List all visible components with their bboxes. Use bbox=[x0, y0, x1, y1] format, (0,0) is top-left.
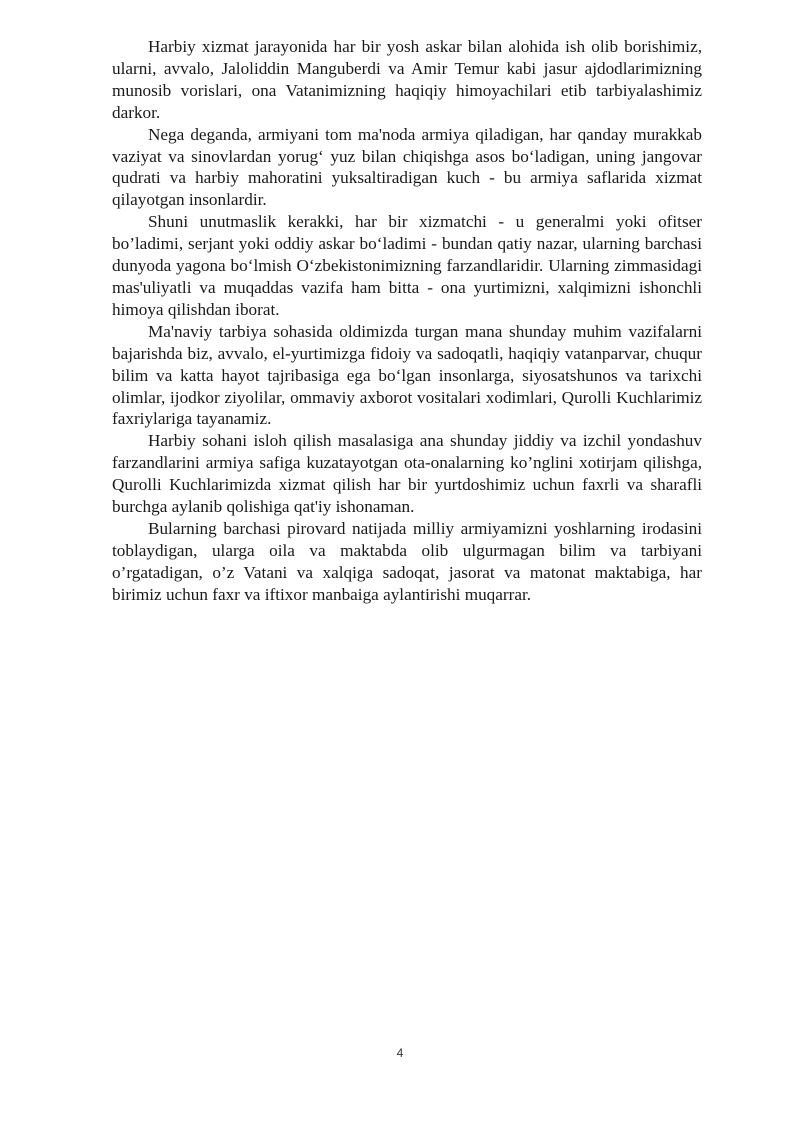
paragraph-1: Harbiy xizmat jarayonida har bir yosh askar bilan alohida ish olib borishimiz, ularni, avvalo, Jaloliddin Manguberdi va Amir Temur kabi jasur ajdodlarimizning munosib vorislari, ona Vatanimizning haqiqiy himoyachilari etib tarbiyalashimiz darkor. bbox=[112, 37, 702, 122]
page-number: 4 bbox=[396, 1046, 404, 1060]
paragraph-6: Bularning barchasi pirovard natijada milliy armiyamizni yoshlarning irodasini toblaydigan, ularga oila va maktabda olib ulgurmagan bilim va tarbiyani o’rgatadigan, o’z Vatani va xalqiga sadoqat, jasorat va matonat maktabiga, har birimiz uchun faxr va iftixor manbaiga aylantirishi muqarrar. bbox=[112, 518, 702, 604]
paragraph-5: Harbiy sohani isloh qilish masalasiga ana shunday jiddiy va izchil yondashuv farzandlarini armiya safiga kuzatayotgan ota-onalarning ko’nglini xotirjam qilishga, Qurolli Kuchlarimizda xizmat qilish har bir yurtdoshimiz uchun faxrli va sharafli burchga aylanib qolishiga qat'iy ishonaman. bbox=[112, 431, 702, 517]
paragraph-3: Shuni unutmaslik kerakki, har bir xizmatchi - u generalmi yoki ofitser bo’ladimi, serjant yoki oddiy askar bo‘ladimi - bundan qatiy nazar, ularning barchasi dunyoda yagona bo‘lmish O‘zbekistonimizning farzandlaridir. Ularning zimmasidagi mas'uliyatli va muqaddas vazifa ham bitta - ona yurtimizni, xalqimizni ishonchli himoya qilishdan iborat. bbox=[112, 212, 702, 319]
paragraph-4: Ma'naviy tarbiya sohasida oldimizda turgan mana shunday muhim vazifalarni bajarishda biz, avvalo, el-yurtimizga fidoiy va sadoqatli, haqiqiy vatanparvar, chuqur bilim va katta hayot tajribasiga ega bo‘lgan insonlarga, siyosatshunos va tarixchi olimlar, ijodkor ziyolilar, ommaviy axborot vositalari xodimlari, Qurolli Kuchlarimiz faxriylariga tayanamiz. bbox=[112, 321, 702, 429]
paragraph-2: Nega deganda, armiyani tom ma'noda armiya qiladigan, har qanday murakkab vaziyat va sinovlardan yorug‘ yuz bilan chiqishga asos bo‘ladigan, uning jangovar qudrati va harbiy mahoratini yuksaltiradigan kuch - bu armiya saflarida xizmat qilayotgan insonlardir. bbox=[112, 124, 702, 210]
body-text bbox=[112, 36, 702, 606]
